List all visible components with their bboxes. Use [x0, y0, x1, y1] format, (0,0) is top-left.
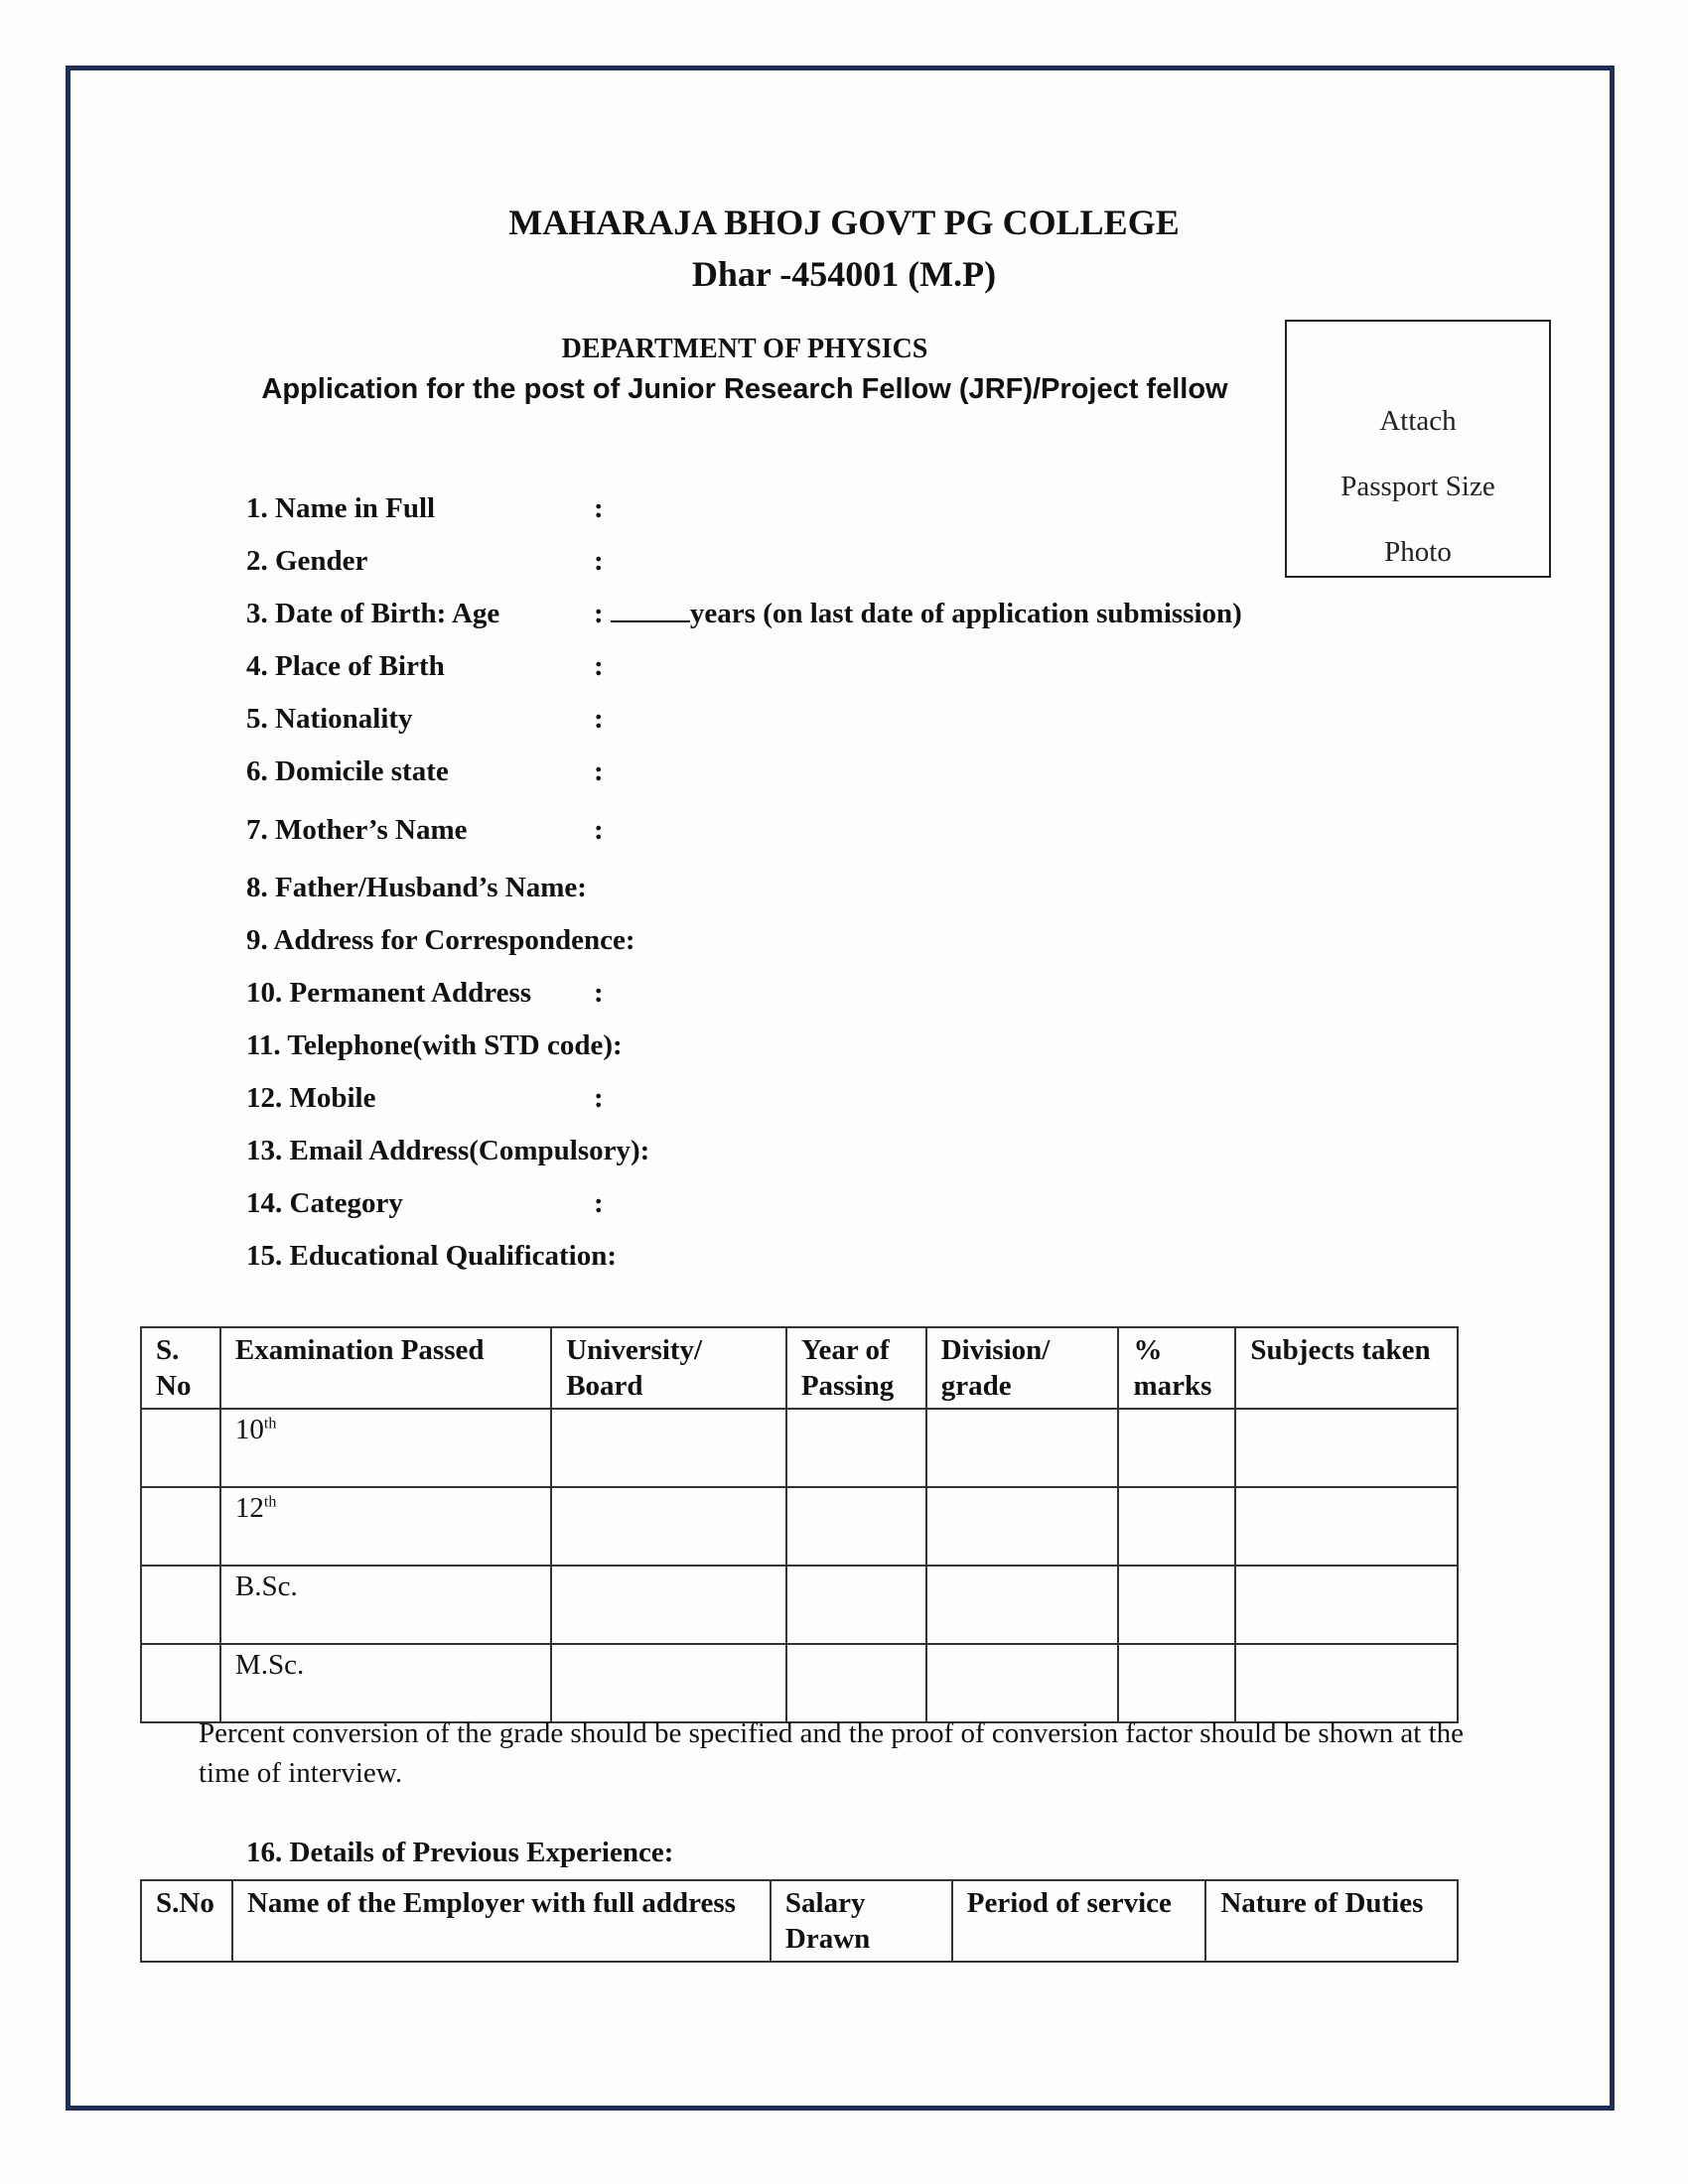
- col-sno: S. No: [141, 1327, 220, 1409]
- experience-title: 16. Details of Previous Experience:: [246, 1837, 674, 1868]
- photo-placeholder-box: [1285, 320, 1551, 578]
- application-title: Application for the post of Junior Research Fellow (JRF)/Project fellow: [261, 373, 1228, 405]
- table-cell[interactable]: [786, 1644, 926, 1722]
- table-row: [141, 1644, 1458, 1722]
- col-sno: S.No: [141, 1880, 232, 1962]
- table-cell[interactable]: [1235, 1644, 1458, 1722]
- college-address: Dhar -454001 (M.P): [691, 254, 997, 294]
- field-dob: 3. Date of Birth: Age: [246, 598, 500, 629]
- exam-cell: 10th: [220, 1409, 551, 1487]
- field-gender-colon: :: [594, 545, 604, 577]
- education-table: [140, 1326, 1459, 1723]
- field-father-name: 8. Father/Husband’s Name:: [246, 872, 587, 903]
- field-place-of-birth: 4. Place of Birth: [246, 650, 445, 682]
- table-cell[interactable]: [551, 1487, 786, 1566]
- table-cell[interactable]: [1118, 1409, 1235, 1487]
- field-telephone: 11. Telephone(with STD code):: [246, 1029, 623, 1061]
- table-cell[interactable]: [786, 1487, 926, 1566]
- table-cell[interactable]: [1118, 1644, 1235, 1722]
- field-mother-name-colon: :: [594, 814, 604, 846]
- col-period: Period of service: [952, 1880, 1206, 1962]
- table-cell[interactable]: [1118, 1487, 1235, 1566]
- col-subjects: Subjects taken: [1235, 1327, 1458, 1409]
- col-division: Division/ grade: [926, 1327, 1119, 1409]
- college-name: MAHARAJA BHOJ GOVT PG COLLEGE: [508, 203, 1180, 242]
- field-mother-name: 7. Mother’s Name: [246, 814, 468, 846]
- field-dob-line: [594, 598, 1242, 630]
- exam-cell: 12th: [220, 1487, 551, 1566]
- experience-table: [140, 1879, 1459, 1963]
- table-cell[interactable]: [926, 1644, 1119, 1722]
- field-correspondence-address: 9. Address for Correspondence:: [246, 924, 635, 956]
- field-category: 14. Category: [246, 1187, 403, 1219]
- field-email: 13. Email Address(Compulsory):: [246, 1135, 650, 1166]
- field-domicile-colon: :: [594, 755, 604, 787]
- field-education: 15. Educational Qualification:: [246, 1240, 618, 1272]
- table-cell[interactable]: [1235, 1487, 1458, 1566]
- col-duties: Nature of Duties: [1205, 1880, 1458, 1962]
- table-cell[interactable]: [1118, 1566, 1235, 1644]
- experience-header-row: [141, 1880, 1458, 1962]
- col-salary: Salary Drawn: [771, 1880, 952, 1962]
- table-row: [141, 1409, 1458, 1487]
- education-header-row: [141, 1327, 1458, 1409]
- photo-line-2: Passport Size: [1340, 471, 1495, 502]
- field-name-colon: :: [594, 492, 604, 524]
- table-cell[interactable]: [141, 1487, 220, 1566]
- field-place-of-birth-colon: :: [594, 650, 604, 682]
- table-cell[interactable]: [551, 1644, 786, 1722]
- department-heading: DEPARTMENT OF PHYSICS: [561, 334, 928, 364]
- table-cell[interactable]: [926, 1487, 1119, 1566]
- exam-cell: M.Sc.: [220, 1644, 551, 1722]
- table-cell[interactable]: [141, 1566, 220, 1644]
- table-cell[interactable]: [551, 1409, 786, 1487]
- table-cell[interactable]: [926, 1409, 1119, 1487]
- col-marks: % marks: [1118, 1327, 1235, 1409]
- table-cell[interactable]: [141, 1644, 220, 1722]
- table-cell[interactable]: [1235, 1409, 1458, 1487]
- table-row: [141, 1487, 1458, 1566]
- field-nationality-colon: :: [594, 703, 604, 735]
- field-dob-colon: :: [594, 598, 604, 629]
- field-domicile: 6. Domicile state: [246, 755, 449, 787]
- table-cell[interactable]: [141, 1409, 220, 1487]
- table-cell[interactable]: [926, 1566, 1119, 1644]
- table-row: [141, 1566, 1458, 1644]
- table-cell[interactable]: [786, 1409, 926, 1487]
- table-cell[interactable]: [786, 1566, 926, 1644]
- col-year: Year of Passing: [786, 1327, 926, 1409]
- field-permanent-address: 10. Permanent Address: [246, 977, 532, 1009]
- field-category-colon: :: [594, 1187, 604, 1219]
- field-permanent-address-colon: :: [594, 977, 604, 1009]
- field-gender: 2. Gender: [246, 545, 368, 577]
- col-university: University/ Board: [551, 1327, 786, 1409]
- grade-conversion-note: Percent conversion of the grade should be specified and the proof of conversion factor should be shown at the time of interview.: [199, 1717, 1465, 1789]
- col-exam: Examination Passed: [220, 1327, 551, 1409]
- photo-line-3: Photo: [1384, 536, 1452, 568]
- table-cell[interactable]: [1235, 1566, 1458, 1644]
- table-cell[interactable]: [551, 1566, 786, 1644]
- age-blank[interactable]: [611, 599, 690, 622]
- age-suffix: years (on last date of application submission): [689, 598, 1242, 629]
- col-employer: Name of the Employer with full address: [232, 1880, 771, 1962]
- field-mobile-colon: :: [594, 1082, 604, 1114]
- photo-line-1: Attach: [1379, 405, 1457, 437]
- field-mobile: 12. Mobile: [246, 1082, 376, 1114]
- exam-cell: B.Sc.: [220, 1566, 551, 1644]
- field-nationality: 5. Nationality: [246, 703, 413, 735]
- field-name: 1. Name in Full: [246, 492, 436, 524]
